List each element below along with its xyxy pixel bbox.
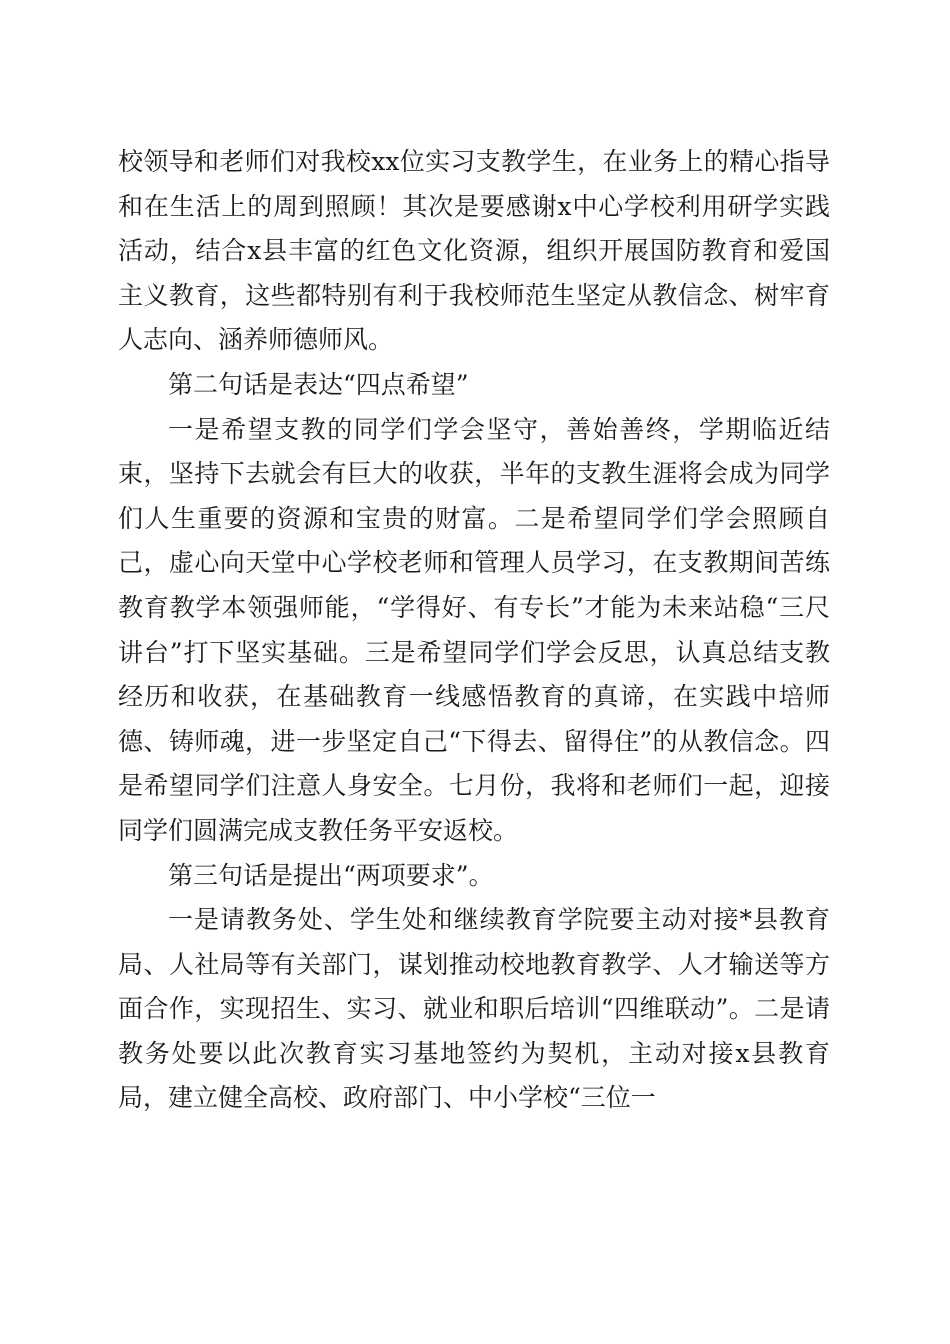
paragraph-continuation: 校领导和老师们对我校xx位实习支教学生，在业务上的精心指导和在生活上的周到照顾！其次是要感谢x中心学校利用研学实践活动，结合x县丰富的红色文化资源，组织开展国防教育和爱国主义教育，这些都特别有利于我校师范生坚定从教信念、树牢育人志向、涵养师德师风。: [118, 147, 830, 355]
section-heading-four-hopes: 第二句话是表达“四点希望”: [168, 369, 469, 399]
section-heading-two-requirements: 第三句话是提出“两项要求”。: [168, 860, 494, 890]
document-body: [118, 140, 830, 1121]
paragraph-two-requirements: 一是请教务处、学生处和继续教育学院要主动对接*县教育局、人社局等有关部门，谋划推动校地教育教学、人才输送等方面合作，实现招生、实习、就业和职后培训“四维联动”。二是请教务处要以此次教育实习基地签约为契机，主动对接x县教育局，建立健全高校、政府部门、中小学校“三位一: [118, 905, 830, 1113]
paragraph-four-hopes: 一是希望支教的同学们学会坚守，善始善终，学期临近结束，坚持下去就会有巨大的收获，半年的支教生涯将会成为同学们人生重要的资源和宝贵的财富。二是希望同学们学会照顾自己，虚心向天堂中心学校老师和管理人员学习，在支教期间苦练教育教学本领强师能，“学得好、有专长”才能为未来站稳“三尺讲台”打下坚实基础。三是希望同学们学会反思，认真总结支教经历和收获，在基础教育一线感悟教育的真谛，在实践中培师德、铸师魂，进一步坚定自己“下得去、留得住”的从教信念。四是希望同学们注意人身安全。七月份，我将和老师们一起，迎接同学们圆满完成支教任务平安返校。: [118, 414, 830, 845]
